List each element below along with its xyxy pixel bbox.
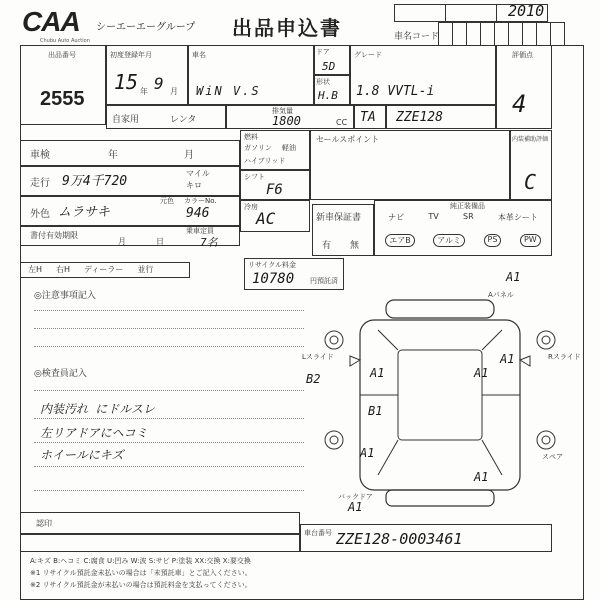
damage-mark: A1 — [474, 470, 489, 484]
color-no-label: カラーNo. — [184, 197, 217, 205]
documents-month-unit: 月 — [118, 237, 126, 246]
equipment-item-leather: 本革シート — [497, 213, 538, 222]
warranty-no: 無 — [350, 241, 360, 251]
score-label: 評価点 — [512, 51, 533, 59]
blank-row — [20, 534, 300, 552]
interior-score-label: 内装補助評価 — [512, 136, 549, 143]
diagram-label-backdoor: バックドア — [338, 493, 373, 501]
color-no-value: 946 — [186, 206, 210, 221]
recycle-label: リサイクル料金 — [248, 261, 297, 269]
equipment-values — [376, 234, 550, 247]
model-value: H.B — [318, 89, 338, 102]
grade-value: 1.8 VVTL-i — [356, 84, 435, 99]
equipment-item-tv: TV — [428, 212, 439, 221]
notes-line — [34, 310, 304, 311]
damage-mark: A1 — [370, 366, 385, 380]
inspector-note-3: ホイールにキズ — [40, 448, 124, 462]
notes-line — [34, 328, 304, 329]
fuel-diesel: 軽油 — [282, 144, 296, 152]
lot-number: 2555 — [40, 88, 85, 110]
first-reg-label: 初度登録年月 — [110, 51, 152, 59]
notes-section-label: ◎注意事項記入 — [34, 291, 96, 301]
capacity-value: 7名 — [200, 236, 218, 249]
inspector-section-label: ◎検査員記入 — [34, 369, 87, 379]
grade-label: グレード — [354, 51, 382, 59]
checklist-items — [28, 264, 153, 275]
mileage-label: 走行 — [30, 178, 50, 189]
lot-label: 出品番号 — [48, 51, 76, 59]
checklist-right-hand: 右H — [56, 265, 71, 274]
recycle-note: 円預託済 — [310, 277, 338, 285]
displacement-label: 排気量 — [272, 107, 293, 115]
form-title: 出品申込書 — [232, 16, 342, 40]
inspector-line — [34, 442, 304, 443]
fuel-hybrid: ハイブリッド — [244, 157, 286, 165]
damage-mark: A1 — [506, 270, 521, 284]
documents-day-unit: 日 — [156, 237, 164, 246]
inspection-cell — [20, 140, 240, 166]
inspector-line — [34, 390, 304, 391]
reg-month-unit: 月 — [170, 87, 178, 96]
caa-logo: CAA — [22, 6, 80, 37]
damage-diagram — [320, 290, 560, 510]
mileage-unit-mile: マイル — [186, 169, 210, 178]
reg-year: 15 — [114, 70, 139, 94]
damage-mark: B2 — [306, 372, 321, 386]
score-value: 4 — [512, 90, 527, 118]
warranty-label: 新車保証書 — [316, 213, 362, 223]
checklist-dealer: ディーラー — [84, 265, 124, 274]
damage-mark: B1 — [368, 404, 383, 418]
notes-line — [34, 346, 304, 347]
original-color-label: 元色 — [160, 197, 174, 205]
equipment-label: 純正装備品 — [450, 202, 485, 210]
doors-value: 5D — [322, 60, 336, 73]
equipment-value-alloy: アルミ — [433, 234, 465, 247]
inspection-year-unit: 年 — [108, 150, 118, 161]
displacement-value: 1800 — [272, 114, 301, 128]
reg-month: 9 — [154, 74, 164, 93]
diagram-label-spare: スペア — [542, 453, 563, 461]
trans-code-value: TA — [360, 110, 376, 125]
damage-mark: A1 — [348, 500, 363, 514]
chassis-model-value: ZZE128 — [396, 110, 443, 125]
group-name: シーエーエーグループ — [96, 22, 196, 33]
damage-mark: A1 — [360, 446, 375, 460]
chassis-number-label: 車台番号 — [304, 529, 332, 537]
exterior-color-value: ムラサキ — [58, 205, 111, 220]
vehicle-code-label: 車名コード — [394, 32, 440, 42]
caa-logo-sub: Chubu Auto Auction — [40, 38, 90, 44]
documents-label: 書付有効期限 — [30, 231, 78, 240]
fuel-gasoline: ガソリン — [244, 144, 272, 152]
diagram-label-rslide: Rスライド — [548, 353, 581, 361]
checklist-parallel: 並行 — [137, 265, 154, 274]
checklist-left-hand: 左H — [28, 265, 43, 274]
equipment-headers — [376, 212, 550, 223]
equipment-value-pw: PW — [520, 234, 541, 247]
mileage-unit-km: キロ — [186, 181, 202, 190]
damage-mark: A1 — [474, 366, 489, 380]
damage-legend: A:キズ B:ヘコミ C:腐食 U:凹み W:波 S:サビ P:塗装 XX:交換 X:要交換 — [30, 557, 251, 565]
inspector-note-2: 左リアドアにヘコミ — [40, 426, 148, 440]
selling-points-label: セールスポイント — [316, 135, 380, 144]
interior-score-value: C — [524, 170, 537, 194]
usage-private: 自家用 — [112, 115, 140, 125]
aircon-value: AC — [256, 209, 276, 228]
equipment-item-sr: SR — [462, 212, 474, 221]
inspector-line — [34, 466, 304, 467]
vehicle-code-boxes — [438, 22, 565, 46]
warranty-yes: 有 — [322, 241, 332, 251]
recycle-value: 10780 — [252, 271, 295, 287]
fuel-label: 燃料 — [244, 133, 258, 141]
diagram-label-lslide: Lスライド — [302, 353, 334, 361]
exterior-color-label: 外色 — [30, 209, 50, 220]
inspector-note-1: 内装汚れ にドルスレ — [40, 402, 155, 416]
footer-note-2: ※2 リサイクル預託金が未払いの場合は預託料金を支払ってください。 — [30, 581, 252, 589]
inspection-label: 車検 — [30, 150, 50, 161]
stamp-label: 認印 — [36, 519, 52, 528]
shift-value: F6 — [266, 182, 283, 198]
inspection-month-unit: 月 — [184, 150, 194, 161]
doors-label: ドア — [316, 48, 330, 56]
car-name-label: 車名 — [192, 51, 206, 59]
model-label: 形状 — [316, 78, 330, 86]
capacity-label: 乗車定員 — [186, 227, 214, 235]
usage-rental: レンタ — [170, 115, 197, 125]
equipment-value-aircon: エアB — [385, 234, 415, 247]
reg-year-unit: 年 — [140, 87, 148, 96]
aircon-label: 冷房 — [244, 203, 258, 211]
damage-mark: A1 — [500, 352, 515, 366]
equipment-value-ps: PS — [484, 234, 502, 247]
equipment-item-nav: ナビ — [388, 213, 405, 222]
car-name-value: WiN V.S — [196, 84, 261, 98]
chassis-number-value: ZZE128-0003461 — [336, 530, 463, 548]
shift-label: シフト — [244, 173, 265, 181]
inspector-line — [34, 490, 304, 491]
footer-note-1: ※1 リサイクル預託金未払いの場合は「未預託車」とご記入ください。 — [30, 569, 252, 577]
stamp-cell — [20, 512, 300, 534]
mileage-value: 9万4千720 — [62, 174, 128, 189]
handwritten-year: 2010 — [508, 2, 545, 20]
diagram-label-apanel: Aパネル — [488, 291, 514, 299]
displacement-unit: CC — [336, 118, 348, 127]
inspector-line — [34, 418, 304, 419]
